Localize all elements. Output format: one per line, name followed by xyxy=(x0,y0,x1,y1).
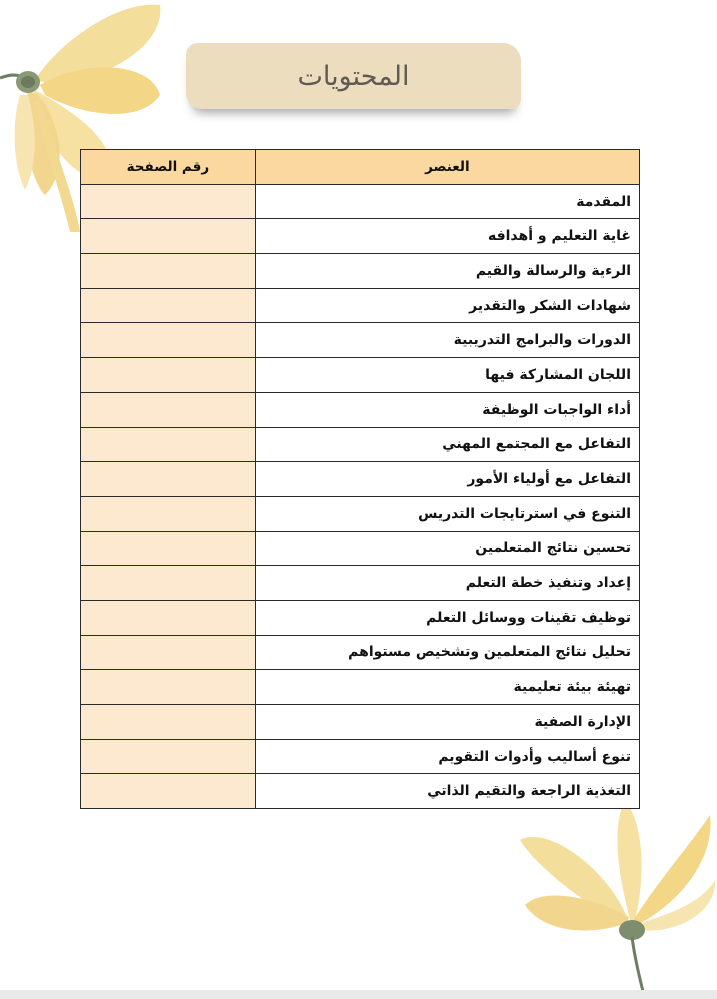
row-item: التنوع في استرتايجات التدريس xyxy=(255,496,639,531)
table-row xyxy=(81,427,640,462)
table-row xyxy=(81,323,640,358)
table-row xyxy=(81,358,640,393)
row-item: إعداد وتنفيذ خطة التعلم xyxy=(255,566,639,601)
row-item: الإدارة الصفية xyxy=(255,705,639,740)
row-item: تهيئة بيئة تعليمية xyxy=(255,670,639,705)
row-page-number xyxy=(81,600,256,635)
table-row xyxy=(81,392,640,427)
table-header-row xyxy=(81,150,640,185)
row-page-number xyxy=(81,566,256,601)
row-page-number xyxy=(81,323,256,358)
table-row xyxy=(81,635,640,670)
row-page-number xyxy=(81,254,256,289)
row-item: الرءية والرسالة والقيم xyxy=(255,254,639,289)
header-page-number: رقم الصفحة xyxy=(81,150,256,185)
row-page-number xyxy=(81,184,256,219)
row-page-number xyxy=(81,219,256,254)
row-page-number xyxy=(81,462,256,497)
table-row xyxy=(81,705,640,740)
row-item: التفاعل مع أولياء الأمور xyxy=(255,462,639,497)
table-row xyxy=(81,600,640,635)
row-page-number xyxy=(81,392,256,427)
flower-bottom-right-icon xyxy=(505,785,717,999)
table-row xyxy=(81,670,640,705)
table-row xyxy=(81,254,640,289)
row-item: تحسين نتائج المتعلمين xyxy=(255,531,639,566)
header-item: العنصر xyxy=(255,150,639,185)
row-page-number xyxy=(81,670,256,705)
table-row xyxy=(81,566,640,601)
row-item: شهادات الشكر والتقدير xyxy=(255,288,639,323)
row-page-number xyxy=(81,705,256,740)
table-row xyxy=(81,184,640,219)
page-bottom-edge xyxy=(0,990,717,999)
row-page-number xyxy=(81,774,256,809)
row-item: تنوع أساليب وأدوات التقويم xyxy=(255,739,639,774)
toc-table xyxy=(80,149,640,809)
row-item: اللجان المشاركة فيها xyxy=(255,358,639,393)
row-page-number xyxy=(81,496,256,531)
table-row xyxy=(81,531,640,566)
row-item: غاية التعليم و أهدافه xyxy=(255,219,639,254)
row-item: أداء الواجبات الوظيفة xyxy=(255,392,639,427)
table-row xyxy=(81,219,640,254)
row-page-number xyxy=(81,635,256,670)
row-item: المقدمة xyxy=(255,184,639,219)
row-page-number xyxy=(81,739,256,774)
title-banner xyxy=(186,43,521,109)
row-page-number xyxy=(81,288,256,323)
row-page-number xyxy=(81,427,256,462)
row-item: تحليل نتائج المتعلمين وتشخيص مستواهم xyxy=(255,635,639,670)
table-row xyxy=(81,462,640,497)
table-row xyxy=(81,739,640,774)
row-page-number xyxy=(81,358,256,393)
row-item: توظيف تقينات ووسائل التعلم xyxy=(255,600,639,635)
row-item: الدورات والبرامج التدريبية xyxy=(255,323,639,358)
row-item: التفاعل مع المجتمع المهني xyxy=(255,427,639,462)
row-item: التغذية الراجعة والتقيم الذاتي xyxy=(255,774,639,809)
page-title: المحتويات xyxy=(297,60,410,92)
table-row xyxy=(81,288,640,323)
table-row xyxy=(81,774,640,809)
row-page-number xyxy=(81,531,256,566)
table-row xyxy=(81,496,640,531)
